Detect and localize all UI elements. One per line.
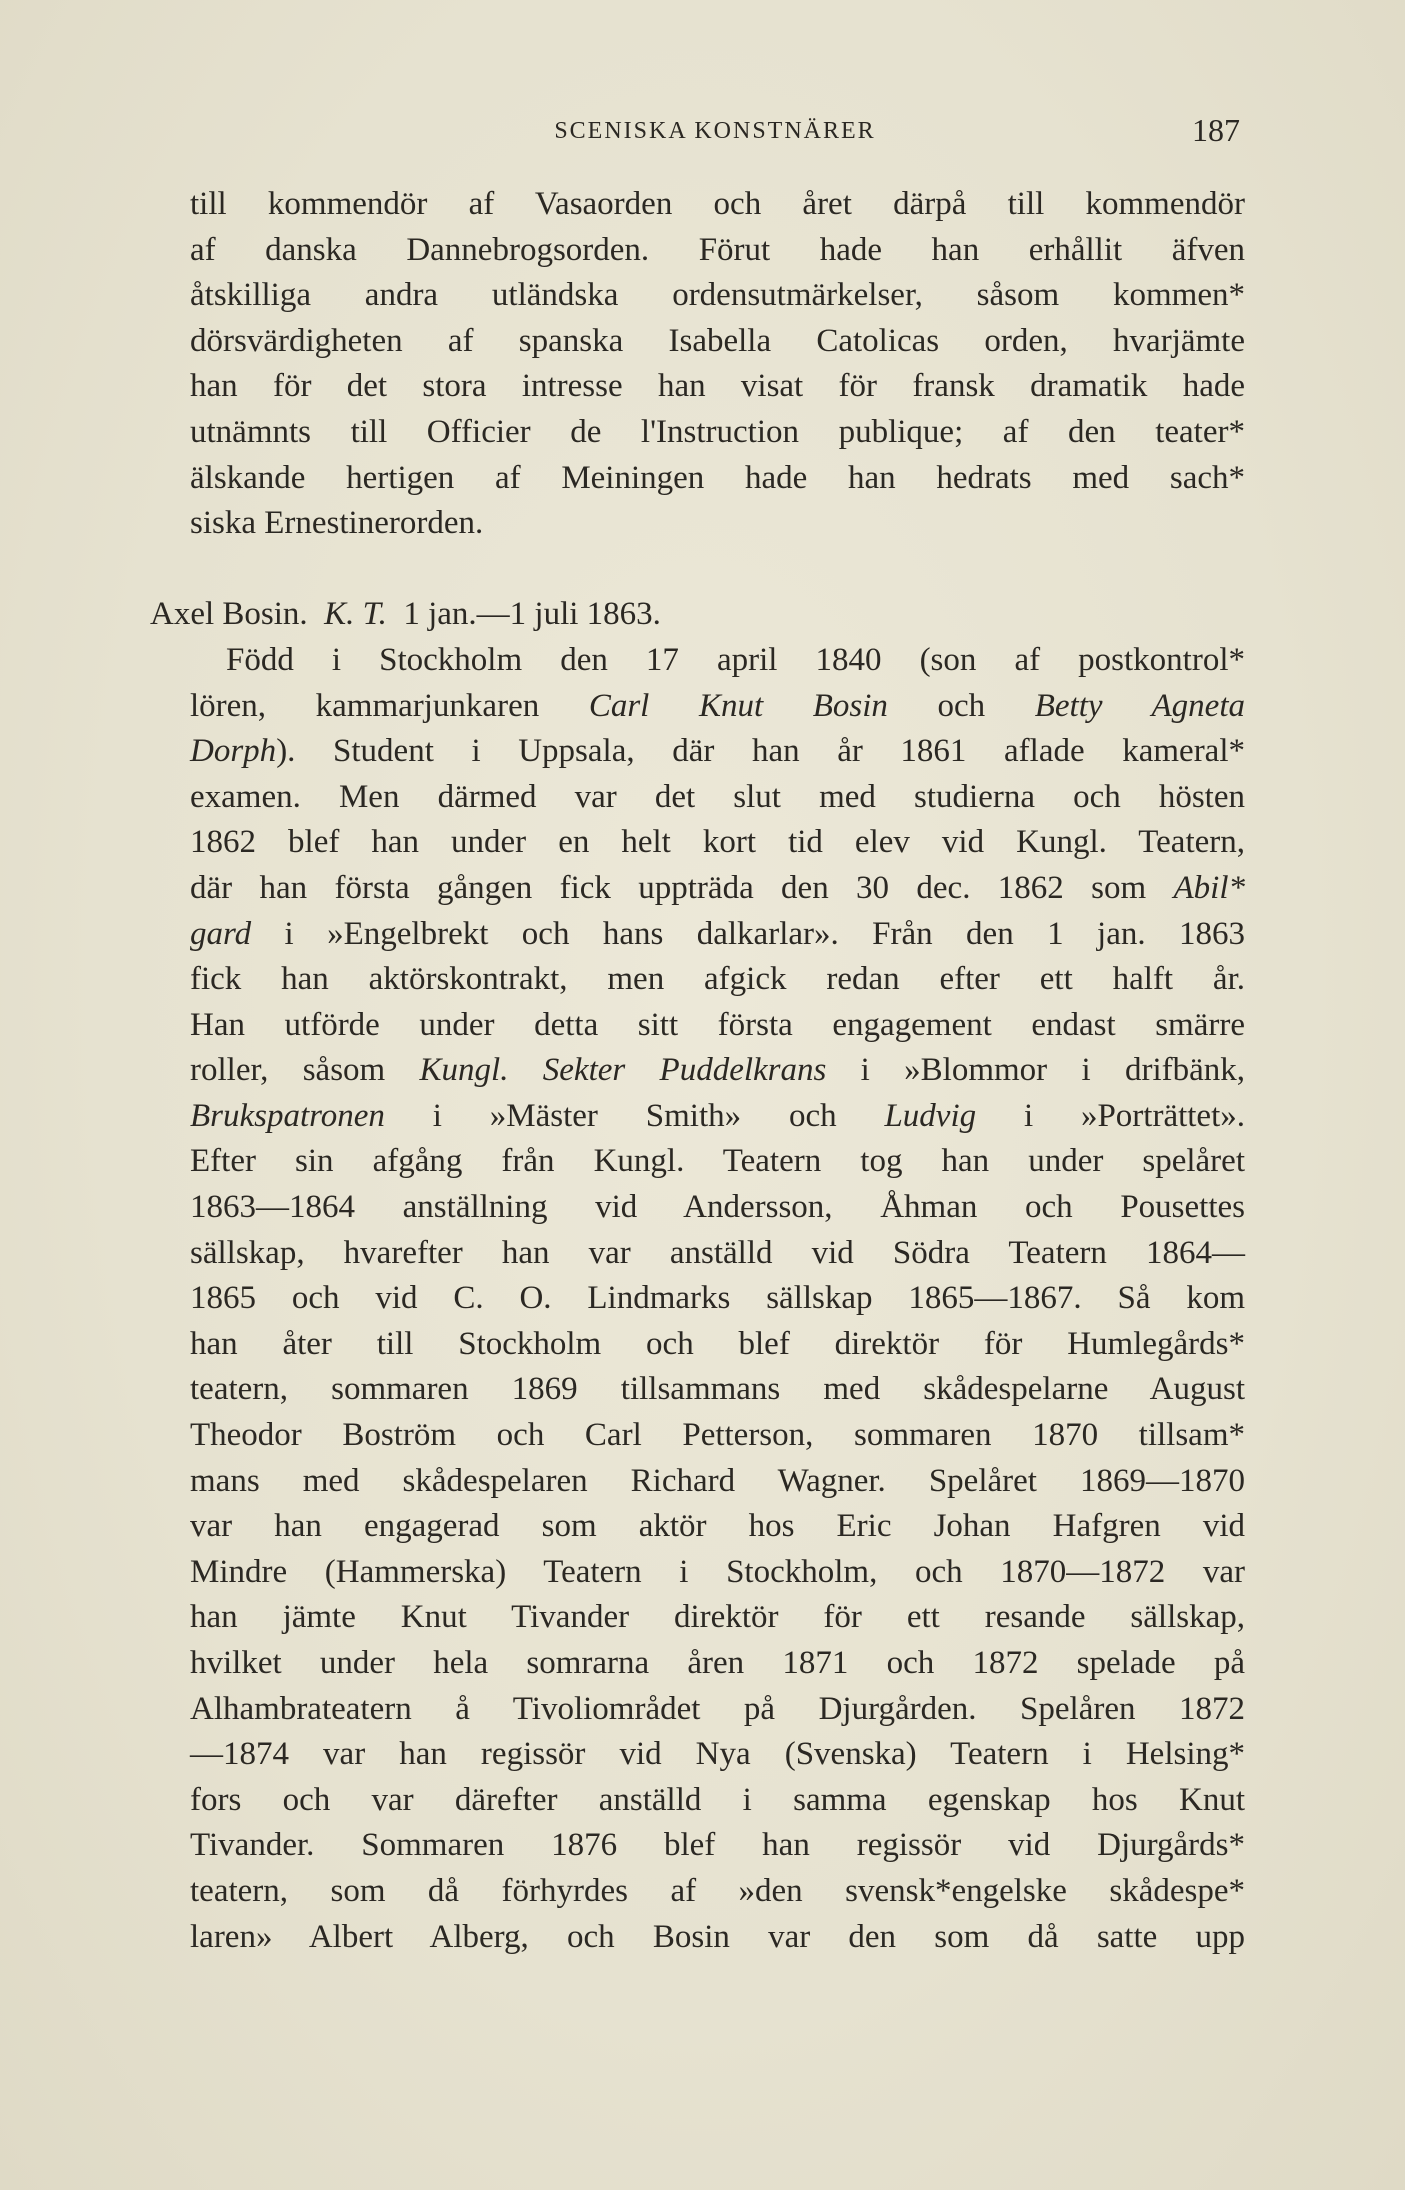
text-line: hvilket under hela somrarna åren 1871 och 1872 spelade på: [190, 1645, 1245, 1681]
text-line: Han utförde under detta sitt första engagement endast smärre: [190, 1006, 1245, 1043]
text-line: Tivander. Sommaren 1876 blef han regissör vid Djurgårds*: [190, 1827, 1245, 1864]
paragraph-continuation: [190, 182, 1245, 547]
text-line: 1862 blef han under en helt kort tid elev vid Kungl. Teatern,: [190, 824, 1245, 861]
text-line: till kommendör af Vasaorden och året därpå till kommendör: [190, 186, 1245, 222]
entry-name: Axel Bosin.: [150, 596, 308, 633]
text-line: Född i Stockholm den 17 april 1840 (son af postkontrol*: [226, 641, 1245, 678]
text-line: af danska Dannebrogsorden. Förut hade han erhållit äfven: [190, 231, 1245, 268]
text-line: gard i »Engelbrekt och hans dalkarlar». Från den 1 jan. 1863: [190, 915, 1245, 952]
page-header: [190, 112, 1240, 152]
text-line: Dorph). Student i Uppsala, där han år 1861 aflade kameral*: [190, 733, 1245, 770]
text-line: åtskilliga andra utländska ordensutmärkelser, såsom kommen*: [190, 277, 1245, 314]
paragraph-gap: [190, 547, 1245, 593]
text-line: var han engagerad som aktör hos Eric Johan Hafgren vid: [190, 1508, 1245, 1545]
text-line: siska Ernestinerorden.: [190, 505, 484, 542]
text-line: fick han aktörskontrakt, men afgick redan efter ett halft år.: [190, 961, 1245, 998]
biography-paragraph: [190, 638, 1245, 1960]
text-line: Mindre (Hammerska) Teatern i Stockholm, och 1870—1872 var: [190, 1553, 1245, 1590]
text-line: dörsvärdigheten af spanska Isabella Catolicas orden, hvarjämte: [190, 322, 1245, 359]
text-line: Theodor Boström och Carl Petterson, sommaren 1870 tillsam*: [190, 1417, 1245, 1454]
text-line: 1865 och vid C. O. Lindmarks sällskap 1865—1867. Så kom: [190, 1280, 1245, 1317]
text-line: teatern, sommaren 1869 tillsammans med skådespelarne August: [190, 1371, 1245, 1408]
page-number: 187: [1192, 112, 1240, 148]
text-line: mans med skådespelaren Richard Wagner. Spelåret 1869—1870: [190, 1462, 1245, 1499]
body-text: [150, 182, 1246, 1960]
entry-rank: K. T.: [324, 596, 387, 633]
entry-heading: [150, 592, 1245, 638]
text-line: där han första gången fick uppträda den 30 dec. 1862 som Abil*: [190, 869, 1245, 906]
text-line: teatern, som då förhyrdes af »den svensk*engelske skådespe*: [190, 1872, 1245, 1909]
text-line: 1863—1864 anställning vid Andersson, Åhman och Pousettes: [190, 1189, 1245, 1226]
text-line: laren» Albert Alberg, och Bosin var den som då satte upp: [190, 1918, 1245, 1955]
text-line: Alhambrateatern å Tivoliområdet på Djurgården. Spelåren 1872: [190, 1690, 1245, 1727]
text-line: —1874 var han regissör vid Nya (Svenska) Teatern i Helsing*: [190, 1736, 1245, 1773]
text-line: Brukspatronen i »Mäster Smith» och Ludvig i »Porträttet».: [190, 1097, 1246, 1134]
text-line: han åter till Stockholm och blef direktör för Humlegårds*: [190, 1325, 1245, 1362]
running-head: SCENISKA KONSTNÄRER: [554, 118, 876, 144]
text-line: lören, kammarjunkaren Carl Knut Bosin och Betty Agneta: [190, 687, 1245, 724]
text-line: utnämnts till Officier de l'Instruction publique; af den teater*: [190, 413, 1245, 450]
text-line: han för det stora intresse han visat för fransk dramatik hade: [190, 368, 1245, 405]
text-line: han jämte Knut Tivander direktör för ett resande sällskap,: [190, 1599, 1245, 1636]
text-line: examen. Men därmed var det slut med studierna och hösten: [190, 778, 1245, 815]
text-line: sällskap, hvarefter han var anställd vid Södra Teatern 1864—: [190, 1234, 1245, 1271]
text-line: fors och var därefter anställd i samma egenskap hos Knut: [190, 1781, 1245, 1818]
text-line: roller, såsom Kungl. Sekter Puddelkrans i »Blommor i drifbänk,: [190, 1052, 1246, 1089]
text-line: älskande hertigen af Meiningen hade han hedrats med sach*: [190, 459, 1245, 496]
entry-dates: 1 jan.—1 juli 1863.: [403, 596, 661, 633]
text-line: Efter sin afgång från Kungl. Teatern tog han under spelåret: [190, 1143, 1245, 1180]
